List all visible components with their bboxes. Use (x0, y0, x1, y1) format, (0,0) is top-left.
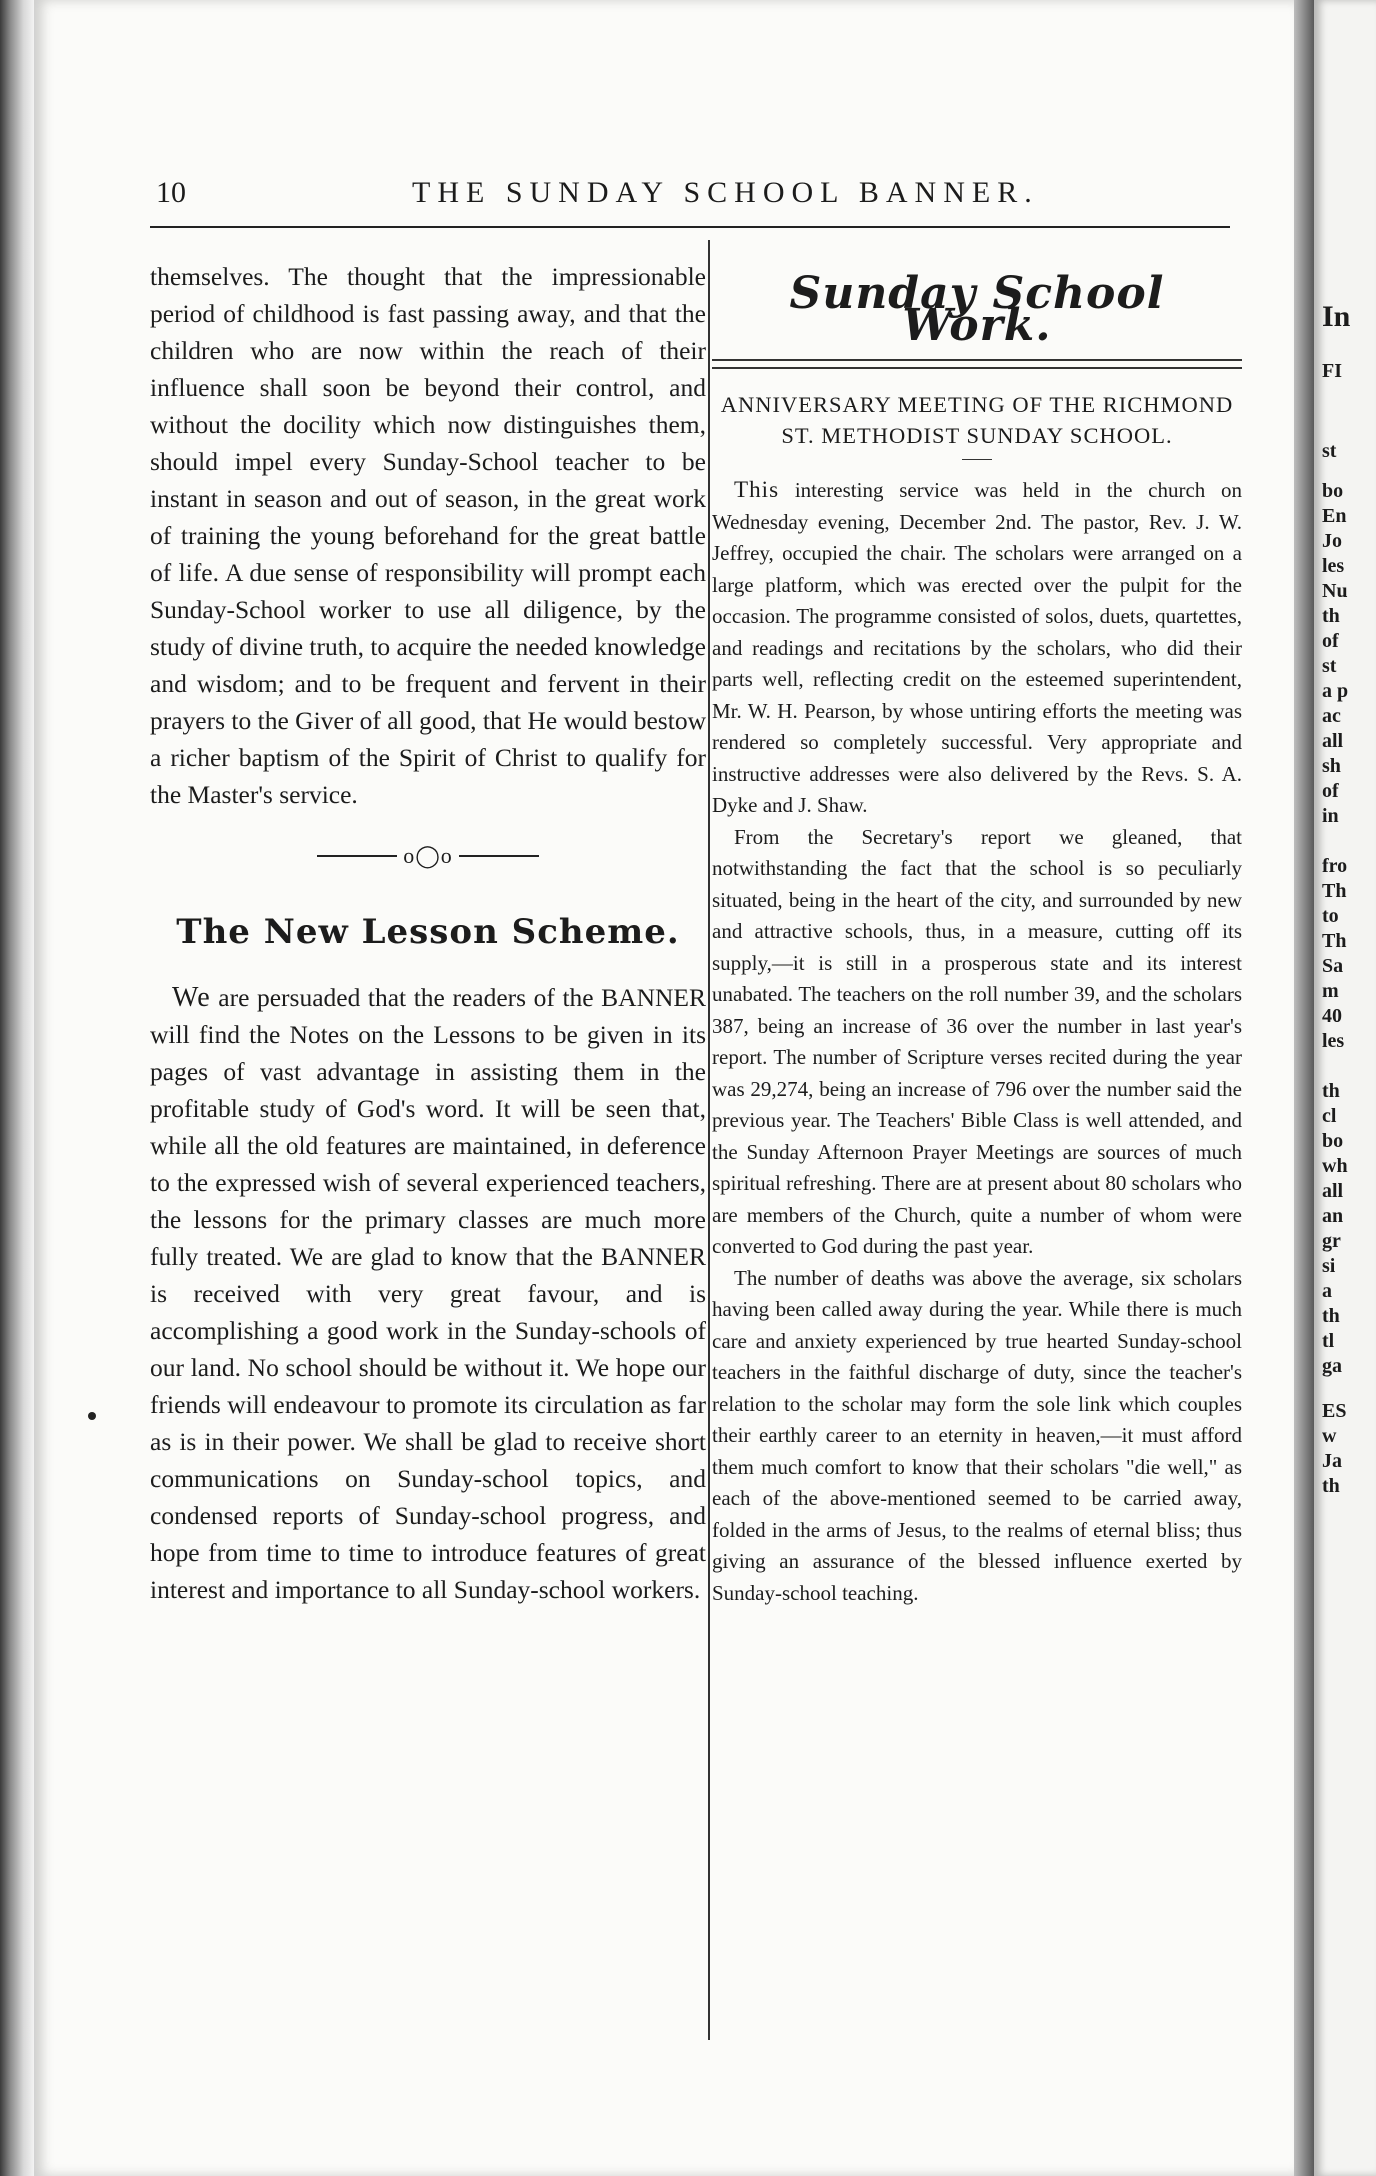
adjacent-page-fragment: tl (1322, 1330, 1335, 1352)
right-column (712, 268, 1243, 1609)
header-rule (150, 226, 1230, 228)
adjacent-page-fragment: Th (1322, 930, 1347, 952)
adjacent-page-fragment: si (1322, 1255, 1336, 1277)
adjacent-page-fragment: sh (1322, 755, 1341, 777)
adjacent-page-fragment: Ja (1322, 1450, 1342, 1472)
adjacent-page-fragment: th (1322, 1080, 1340, 1102)
adjacent-page-fragment: th (1322, 1475, 1340, 1497)
margin-mark (88, 1412, 96, 1420)
left-column (150, 258, 706, 1608)
adjacent-page-fragment: th (1322, 605, 1340, 627)
adjacent-page-fragment: bo (1322, 1130, 1344, 1152)
adjacent-page-fragment: an (1322, 1205, 1344, 1227)
adjacent-page-fragment: Nu (1322, 580, 1348, 602)
adjacent-page-fragment: all (1322, 1180, 1344, 1202)
column-divider (708, 240, 710, 2040)
left-paragraph-2-text: are persuaded that the readers of the BANNER will find the Notes on the Lessons to be given in its pages of vast advantage in assisting them in the profitable study of God's word. It will be seen that, while all the old features are maintained, in deference to the expressed wish of several experienced teachers, the lessons for the primary classes are much more fully treated. We are glad to know that the BANNER is received with very great favour, and is accomplishing a good work in the Sunday-schools of our land. No school should be without it. We hope our friends will endeavour to promote its circulation as far as is in their power. We shall be glad to receive short communications on Sunday-school topics, and condensed reports of Sunday-school progress, and hope from time to time to introduce features of great interest and importance to all Sunday-school workers. (150, 983, 707, 1605)
adjacent-page-fragment: En (1322, 505, 1347, 527)
adjacent-page-fragment: Jo (1322, 530, 1342, 552)
adjacent-page-fragment: 40 (1322, 1005, 1342, 1027)
adjacent-page-fragment: a p (1322, 680, 1349, 702)
article-heading: ANNIVERSARY MEETING OF THE RICHMOND ST. METHODIST SUNDAY SCHOOL. (720, 392, 1234, 448)
page-fold-shadow (1294, 0, 1314, 2176)
adjacent-page-fragment: Th (1322, 880, 1347, 902)
adjacent-page-fragment: of (1322, 780, 1339, 802)
paragraph-initial: This (734, 476, 780, 502)
section-ornament (150, 835, 706, 874)
adjacent-page-fragment: st (1322, 440, 1337, 462)
right-paragraph-1 (712, 474, 1242, 822)
adjacent-page-fragment: wh (1322, 1155, 1348, 1177)
new-lesson-scheme-title: The New Lesson Scheme. (176, 912, 680, 953)
adjacent-page-fragment: gr (1322, 1230, 1341, 1252)
adjacent-page-fragment: fro (1322, 855, 1348, 877)
adjacent-page-fragment: ES (1322, 1400, 1347, 1422)
adjacent-page-fragment: all (1322, 730, 1344, 752)
page-header (112, 176, 1262, 216)
adjacent-page-fragment: to (1322, 905, 1339, 927)
scan-binding-edge (0, 0, 34, 2176)
sunday-school-work-title: Sunday School Work. (789, 268, 1165, 351)
left-paragraph-1: themselves. The thought that the impressionable period of childhood is fast passing away, and that the children who are now within the reach of their influence shall soon be beyond their control, and without the docility which now distinguishes them, should impel every Sunday-School teacher to be instant in season and out of season, in the great work of training the young beforehand for the great battle of life. A due sense of responsibility will prompt each Sunday-School worker to use all diligence, by the study of divine truth, to acquire the needed knowledge and wisdom; and to be frequent and fervent in their prayers to the Giver of all good, that He would bestow a richer baptism of the Spirit of Christ to qualify for the Master's service. (150, 262, 706, 809)
adjacent-page-fragment: st (1322, 655, 1337, 677)
running-title: THE SUNDAY SCHOOL BANNER. (412, 176, 1039, 209)
right-paragraph-2: From the Secretary's report we gleaned, that notwithstanding the fact that the school is so peculiarly situated, being in the heart of the city, and surrounded by new and attractive schools, thus, in a measure, cutting off its supply,—it is still in a prosperous state and its interest unabated. The teachers on the roll number 39, and the scholars 387, being an increase of 36 over the number in last year's report. The number of Scripture verses recited during the year was 29,274, being an increase of 796 over the number said the previous year. The Teachers' Bible Class is well attended, and the Sunday Afternoon Prayer Meetings are sources of much spiritual refreshing. There are at present about 80 scholars who are members of the Church, quite a number of whom were converted to God during the past year. (712, 824, 1242, 1258)
adjacent-page-fragment: bo (1322, 480, 1344, 502)
adjacent-page-fragment: of (1322, 630, 1339, 652)
adjacent-page-fragment: les (1322, 1030, 1345, 1052)
adjacent-page-fragment: ac (1322, 705, 1341, 727)
adjacent-page-fragment: In (1322, 300, 1351, 333)
adjacent-page-fragment: th (1322, 1305, 1340, 1327)
adjacent-page-fragment: a (1322, 1280, 1332, 1302)
adjacent-page-fragment: FI (1322, 360, 1342, 382)
adjacent-page-fragment: ga (1322, 1355, 1342, 1377)
adjacent-page-fragment: cl (1322, 1105, 1337, 1127)
left-paragraph-2 (150, 979, 706, 1608)
right-paragraph-1-text: interesting service was held in the church on Wednesday evening, December 2nd. The pastor, Rev. J. W. Jeffrey, occupied the chair. The scholars were arranged on a large platform, which was erected over the pulpit for the occasion. The programme consisted of solos, duets, quartettes, and readings and recitations by the scholars, who did their parts well, reflecting credit on the esteemed superintendent, Mr. W. H. Pearson, by whose untiring efforts the meeting was rendered so completely successful. Very appropriate and instructive addresses were also delivered by the Revs. S. A. Dyke and J. Shaw. (712, 478, 1243, 817)
right-paragraph-3: The number of deaths was above the average, six scholars having been called away during the year. While there is much care and anxiety experienced by true hearted Sunday-school teachers in the faithful discharge of duty, since the teacher's relation to the scholar may form the sole link which couples their earthly career to an eternity in heaven,—it must afford them much comfort to know that their scholars "die well," as each of the above-mentioned seemed to be carried away, folded in the arms of Jesus, to the realms of eternal bliss; thus giving an assurance of the blessed influence exerted by Sunday-school teaching. (712, 1265, 1242, 1605)
adjacent-page-strip (1314, 0, 1376, 2176)
ornament-glyph: o◯o (403, 843, 453, 869)
adjacent-page-fragment: m (1322, 980, 1339, 1002)
title-double-rule (712, 359, 1242, 369)
adjacent-page-fragment: w (1322, 1425, 1337, 1447)
heading-dash (962, 459, 992, 460)
adjacent-page-fragment: in (1322, 805, 1339, 827)
adjacent-page-fragment: les (1322, 555, 1345, 577)
page-number: 10 (156, 176, 186, 209)
paragraph-initial: We (172, 982, 211, 1014)
adjacent-page-fragment: Sa (1322, 955, 1344, 977)
